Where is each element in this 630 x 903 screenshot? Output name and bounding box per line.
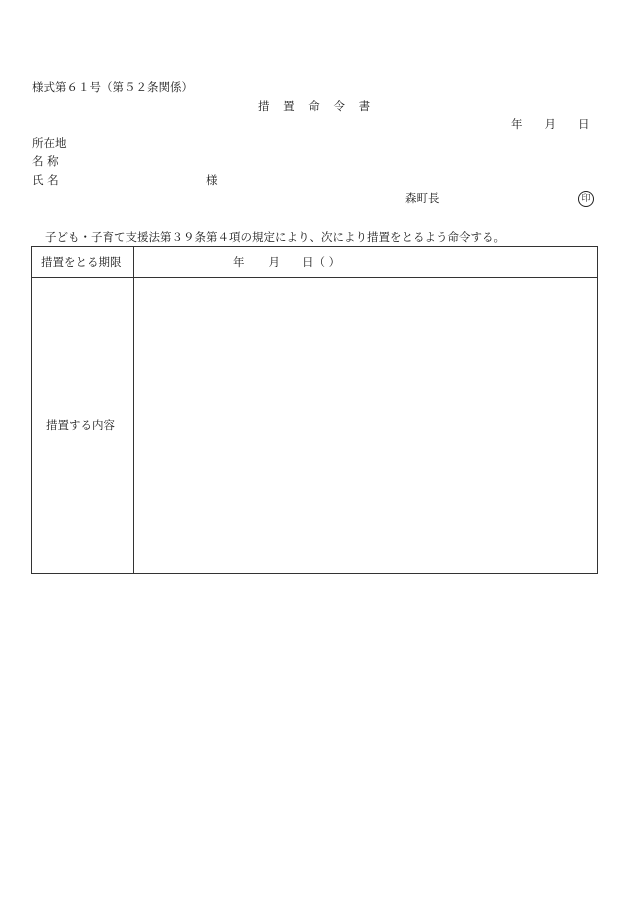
- organization-name-label: 名 称: [32, 154, 59, 168]
- document-title: 措 置 命 令 書: [258, 99, 372, 113]
- measures-table: [31, 246, 598, 574]
- deadline-month: 月: [268, 255, 280, 269]
- issue-date-day: 日: [578, 117, 590, 131]
- order-statement: 子ども・子育て支援法第３９条第４項の規定により、次により措置をとるよう命令する。: [45, 230, 505, 244]
- deadline-year: 年: [233, 255, 245, 269]
- deadline-label: 措置をとる期限: [41, 255, 122, 269]
- issue-date: [511, 119, 590, 131]
- deadline-field[interactable]: [233, 257, 340, 269]
- issuer-name: 森町長: [405, 191, 440, 205]
- honorific: 様: [206, 173, 218, 187]
- form-number: 様式第６１号（第５２条関係）: [32, 80, 193, 94]
- content-label: 措置する内容: [46, 418, 115, 432]
- address-label: 所在地: [32, 136, 67, 150]
- content-field[interactable]: [134, 278, 597, 573]
- issue-date-month: 月: [544, 117, 556, 131]
- deadline-day: 日（ ）: [302, 255, 341, 269]
- issue-date-year: 年: [511, 117, 523, 131]
- seal-icon: 印: [578, 191, 594, 207]
- person-name-label: 氏 名: [32, 173, 59, 187]
